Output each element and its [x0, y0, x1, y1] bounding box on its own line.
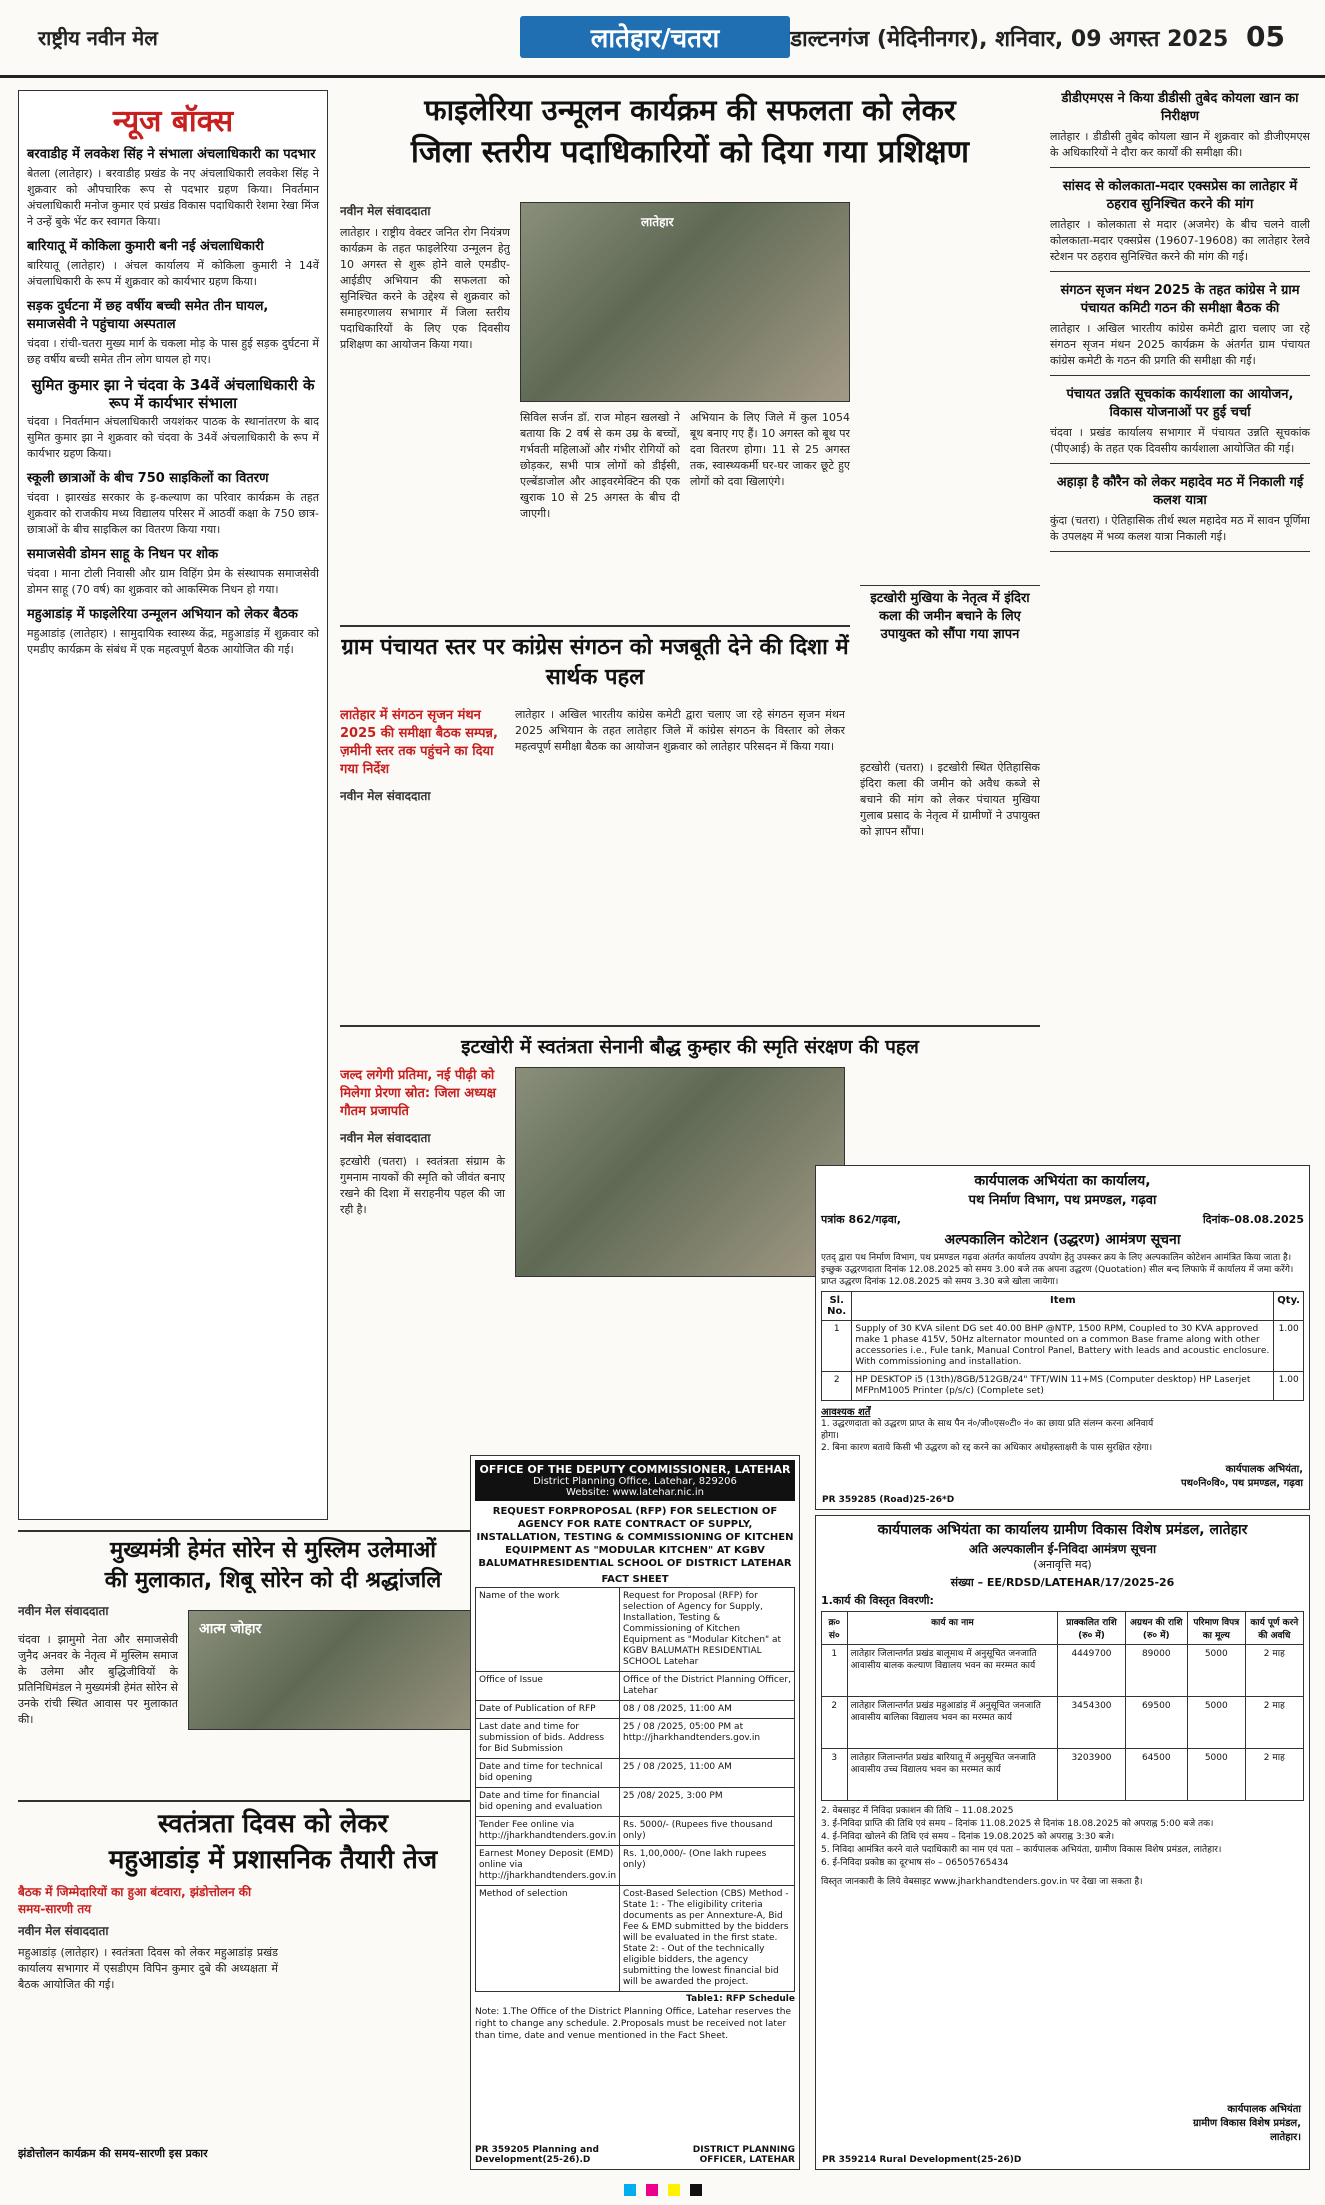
tender-dc-note: Note: 1.The Office of the District Planning Office, Latehar reserves the right to change any schedule. 2.Proposals must be received not later than time, date and venue mentioned in the Fact Sheet.	[475, 2007, 792, 2041]
tender-garhwa-table	[821, 1291, 1304, 1401]
fact-label: Name of the work	[476, 1588, 620, 1672]
tender-dc-sub-office: District Planning Office, Latehar, 829206	[533, 1476, 737, 1487]
tender-rdsd-notes	[821, 1805, 1304, 1870]
itkhori-highlight-1: जल्द लगेगी प्रतिमा, नई पीढ़ी को मिलेगा प्रेरणा स्रोत: जिला अध्यक्ष गौतम प्रजापति	[340, 1068, 496, 1119]
right-item-heading: सांसद से कोलकाता-मदार एक्सप्रेस का लातेहार में ठहराव सुनिश्चित करने की मांग	[1062, 179, 1298, 212]
right-item-body: चंदवा । प्रखंड कार्यालय सभागार में पंचायत उन्नति सूचकांक (पीएआई) के तहत एक दिवसीय कार्यशाला आयोजित की गई।	[1050, 426, 1310, 455]
table-header-cell: प्राक्कलित राशि (रु० में)	[1058, 1612, 1125, 1645]
tender-dc-signature: DISTRICT PLANNING OFFICER, LATEHAR	[692, 2145, 795, 2165]
table-cell: 2	[822, 1372, 852, 1401]
congress-highlight-2: ज़मीनी स्तर तक पहुंचने का दिया गया निर्देश	[340, 744, 494, 777]
tender-rdsd	[815, 1515, 1310, 2170]
news-item-body: चंदवा । झारखंड सरकार के इ-कल्याण का परिवार कार्यक्रम के तहत शुक्रवार को राजकीय मध्य विद्यालय परिसर में आठवीं कक्षा के 750 छात्र-छात्राओं के बीच साइकिल का वितरण किया गया।	[27, 491, 319, 536]
tender-dc-fact-sheet: FACT SHEET	[601, 1574, 669, 1585]
news-item-heading: सुमित कुमार झा ने चंदवा के 34वें अंचलाधिकारी के रूप में कार्यभार संभाला	[31, 376, 315, 412]
news-box	[18, 90, 328, 1520]
itkhori-mukhiya-body: इटखोरी (चतरा) । इटखोरी स्थित ऐतिहासिक इंदिरा कला की जमीन को अवैध कब्जे से बचाने की मांग को लेकर पंचायत मुखिया गुलाब प्रसाद के नेतृत्व में ग्रामीणों ने उपायुक्त को ज्ञापन सौंपा।	[860, 761, 1040, 838]
news-item	[27, 146, 319, 230]
table-row	[822, 1321, 1304, 1372]
independence-body: महुआडांड़ (लातेहार) । स्वतंत्रता दिवस को लेकर महुआडांड़ प्रखंड कार्यालय सभागार में एसडीएम विपिन कुमार दुबे की अध्यक्षता में बैठक आयोजित की गई।	[18, 1946, 278, 1991]
tender-note: 1. उद्धरणदाता को उद्धरण प्राप्त के साथ पैन नं०/जी०एस०टी० नं० का छाया प्रति संलग्न करना अनिवार्य होगा।	[821, 1419, 1154, 1441]
tender-garhwa-ref: पत्रांक 862/गढ़वा,	[821, 1213, 901, 1226]
table-row	[476, 1759, 795, 1788]
cm-photo-label: आत्म जोहार	[199, 1621, 262, 1637]
right-column	[1050, 90, 1310, 1160]
news-item-heading: सड़क दुर्घटना में छह वर्षीय बच्ची समेत तीन घायल, समाजसेवी ने पहुंचाया अस्पताल	[27, 299, 269, 332]
congress-highlights-block	[340, 707, 505, 804]
table-cell: 1.00	[1274, 1321, 1304, 1372]
congress-body: लातेहार । अखिल भारतीय कांग्रेस कमेटी द्वारा चलाए जा रहे संगठन सृजन मंथन 2025 अभियान के तहत लातेहार जिले में कांग्रेस संगठन के विस्तार को लेकर महत्वपूर्ण समीक्षा बैठक का आयोजन शुक्रवार को लातेहार परिसदन में किया गया।	[515, 708, 845, 753]
tender-dc-office: OFFICE OF THE DEPUTY COMMISSIONER, LATEHAR	[479, 1463, 791, 1476]
right-item-heading: अहाड़ा है कौरैन को लेकर महादेव मठ में निकाली गई कलश यात्रा	[1056, 475, 1304, 508]
tender-rdsd-signature	[1193, 2101, 1301, 2143]
tender-rdsd-ref: संख्या – EE/RDSD/LATEHAR/17/2025-26	[950, 1576, 1175, 1589]
tender-dc-title: REQUEST FORPROPOSAL (RFP) FOR SELECTION OF AGENCY FOR RATE CONTRACT OF SUPPLY, INSTALLATION, TESTING & COMMISSIONING OF KITCHEN EQUIPMENT AS "MODULAR KITCHEN" AT KGBV BALUMATHRESIDENTIAL SCHOOL OF DISTRICT LATEHAR	[476, 1506, 794, 1569]
itkhori-highlights-block	[340, 1067, 505, 1218]
fact-label: Method of selection	[476, 1886, 620, 1992]
tender-dc-table-footer: Table1: RFP Schedule	[686, 1994, 795, 2004]
cyan-swatch	[624, 2184, 636, 2196]
table-cell: 2	[822, 1697, 848, 1749]
tender-note: 4. ई-निविदा खोलने की तिथि एवं समय – दिनांक 19.08.2025 को अपराह्न 3:30 बजे।	[821, 1832, 1115, 1842]
news-item-body: बेतला (लातेहार) । बरवाडीह प्रखंड के नए अंचलाधिकारी लवकेश सिंह ने शुक्रवार को औपचारिक रूप से पदभार ग्रहण किया। निवर्तमान अंचलाधिकारी मनोज कुमार एवं प्रखंड विकास पदाधिकारी रेशमा रेखा मिंज ने उन्हें बुके भेंट कर स्वागत किया।	[27, 167, 319, 228]
fact-value: 25 / 08 /2025, 05:00 PM at http://jharkhandtenders.gov.in	[620, 1719, 795, 1759]
page-number: 05	[1246, 20, 1285, 53]
table-row	[822, 1372, 1304, 1401]
tender-garhwa-pr: PR 359285 (Road)25-26*D	[822, 1495, 955, 1505]
right-column-item	[1050, 386, 1310, 464]
table-row	[822, 1749, 1304, 1801]
table-cell: 64500	[1125, 1749, 1187, 1801]
table-header-cell: Item	[852, 1292, 1274, 1321]
table-header-cell: Qty.	[1274, 1292, 1304, 1321]
table-header-cell: Sl. No.	[822, 1292, 852, 1321]
itkhori-body: इटखोरी (चतरा) । स्वतंत्रता संग्राम के गुमनाम नायकों की स्मृति को जीवंत बनाए रखने की दिशा में सराहनीय पहल की जा रही है।	[340, 1155, 505, 1216]
news-item-body: चंदवा । माना टोली निवासी और ग्राम विहिंग प्रेम के संस्थापक समाजसेवी डोमन साहू (70 वर्ष) का शुक्रवार को आकस्मिक निधन हो गया।	[27, 567, 319, 596]
lead-body-3: अभियान के लिए जिले में कुल 1054 बूथ बनाए गए हैं। 10 अगस्त को बूथ पर दवा वितरण होगा। 11 से 25 अगस्त तक, स्वास्थ्यकर्मी घर-घर जाकर छूटे हुए लोगों को दवा खिलाएंगे।	[690, 411, 850, 488]
news-item-heading: बारियातू में कोकिला कुमारी बनी नई अंचलाधिकारी	[27, 239, 264, 254]
table-cell: 2 माह	[1245, 1697, 1303, 1749]
fact-label: Date and time for technical bid opening	[476, 1759, 620, 1788]
table-row	[476, 1719, 795, 1759]
tender-garhwa-date: दिनांक–08.08.2025	[1202, 1213, 1304, 1226]
cm-headline-1: मुख्यमंत्री हेमंत सोरेन से मुस्लिम उलेमाओं	[110, 1538, 436, 1563]
tender-rdsd-subtitle: अति अल्पकालीन ई-निविदा आमंत्रण सूचना	[968, 1542, 1157, 1556]
tender-rdsd-office: कार्यपालक अभियंता का कार्यालय ग्रामीण विकास विशेष प्रमंडल, लातेहार	[877, 1522, 1248, 1538]
news-box-title: न्यूज बॉक्स	[112, 104, 234, 139]
news-item	[27, 470, 319, 538]
black-swatch	[690, 2184, 702, 2196]
dateline	[790, 20, 1285, 53]
tender-dc-pr: PR 359205 Planning and Development(25-26).D	[475, 2145, 599, 2165]
tender-rdsd-signature-1: कार्यपालक अभियंता	[1227, 2104, 1301, 2115]
table-row	[476, 1886, 795, 1992]
table-row	[476, 1701, 795, 1719]
tender-garhwa-office-2: पथ निर्माण विभाग, पथ प्रमण्डल, गढ़वा	[968, 1193, 1157, 1208]
page-header	[0, 0, 1325, 78]
table-header-cell: अग्रधन की राशि (रु० में)	[1125, 1612, 1187, 1645]
table-row	[476, 1846, 795, 1886]
congress-headline: ग्राम पंचायत स्तर पर कांग्रेस संगठन को मजबूती देने की दिशा में सार्थक पहल	[341, 635, 849, 690]
fact-value: Request for Proposal (RFP) for selection of Agency for Supply, Installation, Testing & Commissioning of Kitchen Equipment as "Modular Kitchen" at KGBV BALUMATH RESIDENTIAL SCHOOL Latehar	[620, 1588, 795, 1672]
news-item	[27, 606, 319, 658]
news-item-body: चंदवा । रांची-चतरा मुख्य मार्ग के चकला मोड़ के पास हुई सड़क दुर्घटना में छह वर्षीय बच्ची समेत तीन लोग घायल हो गए।	[27, 337, 319, 366]
tender-garhwa-notes-title: आवश्यक शर्तें	[821, 1407, 871, 1418]
fact-value: Cost-Based Selection (CBS) Method - State 1: - The eligibility criteria documents as per Annexture-A, Bid Fee & EMD submitted by the bidders will be evaluated in the first state. State 2: - Out of the technically eligible bidders, the agency submitting the lowest financial bid will be awarded the project.	[620, 1886, 795, 1992]
lead-story	[340, 90, 1040, 620]
independence-headline-1: स्वतंत्रता दिवस को लेकर	[158, 1809, 388, 1839]
congress-byline: नवीन मेल संवाददाता	[340, 789, 431, 803]
table-cell: लातेहार जिलान्तर्गत प्रखंड महुआडांड़ में अनुसूचित जनजाति आवासीय बालिका विद्यालय भवन का मरम्मत कार्य	[847, 1697, 1058, 1749]
tender-garhwa-intro: एतद् द्वारा पथ निर्माण विभाग, पथ प्रमण्डल गढ़वा अंतर्गत कार्यालय उपयोग हेतु उपस्कर क्रय के लिए अल्पकालिन कोटेशन आमंत्रित किया जाता है। इच्छुक उद्धरणदाता दिनांक 12.08.2025 को समय 3.00 बजे तक अपना उद्धरण (Quotation) सील बन्द लिफाफे में कार्यालय में जमा करेंगे। प्राप्त उद्धरण दिनांक 12.08.2025 को समय 3.30 बजे खोला जायेगा।	[821, 1253, 1294, 1287]
table-row	[476, 1817, 795, 1846]
fact-value: Rs. 1,00,000/- (One lakh rupees only)	[620, 1846, 795, 1886]
table-row	[822, 1645, 1304, 1697]
right-column-item	[1050, 178, 1310, 272]
table-cell: 2 माह	[1245, 1749, 1303, 1801]
tender-rdsd-signature-3: लातेहार।	[1270, 2132, 1301, 2143]
right-column-item	[1050, 474, 1310, 552]
congress-highlight-1: लातेहार में संगठन सृजन मंथन 2025 की समीक्षा बैठक सम्पन्न,	[340, 708, 498, 741]
news-item-body: बारियातू (लातेहार) । अंचल कार्यालय में कोकिला कुमारी ने 14वें अंचलाधिकारी के रूप में शुक्रवार को कार्यभार ग्रहण किया।	[27, 259, 319, 288]
news-item	[27, 298, 319, 368]
right-item-heading: डीडीएमएस ने किया डीडीसी तुबेद कोयला खान का निरीक्षण	[1061, 91, 1299, 124]
cm-story	[18, 1530, 528, 1795]
independence-footer: झंडोत्तोलन कार्यक्रम की समय-सारणी इस प्रकार	[18, 2147, 208, 2160]
tender-dc-header	[475, 1460, 795, 1501]
right-item-body: लातेहार । डीडीसी तुबेद कोयला खान में शुक्रवार को डीजीएमएस के अधिकारियों ने दौरा कर कार्यों की समीक्षा की।	[1050, 130, 1310, 159]
table-cell: Supply of 30 KVA silent DG set 40.00 BHP @NTP, 1500 RPM, Coupled to 30 KVA approved make 1 phase 415V, 50Hz alternator mounted on a common Base frame along with other accessories i.e., Fule tank, Manual Control Panel, Battery with leads and acoustic enclosure. With commissioning and installation.	[852, 1321, 1274, 1372]
table-cell: 5000	[1187, 1749, 1245, 1801]
fact-label: Earnest Money Deposit (EMD) online via http://jharkhandtenders.gov.in	[476, 1846, 620, 1886]
tender-garhwa-signature-2: पथ०नि०वि०, पथ प्रमण्डल, गढ़वा	[1180, 1478, 1303, 1489]
magenta-swatch	[646, 2184, 658, 2196]
yellow-swatch	[668, 2184, 680, 2196]
cm-byline: नवीन मेल संवाददाता	[18, 1604, 109, 1618]
fact-label: Last date and time for submission of bids. Address for Bid Submission	[476, 1719, 620, 1759]
fact-value: 25 /08/ 2025, 3:00 PM	[620, 1788, 795, 1817]
tender-note: 5. निविदा आमंत्रित करने वाले पदाधिकारी का नाम एवं पता – कार्यपालक अभियंता, ग्रामीण विकास विशेष प्रमंडल, लातेहार।	[821, 1845, 1222, 1855]
table-cell: 4449700	[1058, 1645, 1125, 1697]
news-item-heading: समाजसेवी डोमन साहू के निधन पर शोक	[27, 547, 219, 562]
table-header-cell: परिमाण विपत्र का मूल्य	[1187, 1612, 1245, 1645]
table-cell: 1	[822, 1321, 852, 1372]
fact-label: Date and time for financial bid opening and evaluation	[476, 1788, 620, 1817]
table-cell: 2 माह	[1245, 1645, 1303, 1697]
news-item-body: महुआडांड़ (लातेहार) । सामुदायिक स्वास्थ्य केंद्र, महुआडांड़ में शुक्रवार को एमडीए कार्यक्रम के संबंध में एक महत्वपूर्ण बैठक आयोजित की गई।	[27, 627, 319, 656]
itkhori-mukhiya-story	[860, 585, 1040, 755]
lead-photo-caption: लातेहार	[641, 215, 674, 229]
cm-headline-2: की मुलाकात, शिबू सोरेन को दी श्रद्धांजलि	[104, 1568, 442, 1593]
tender-note: 6. ई-निविदा प्रकोष्ठ का दूरभाष सं० – 06505765434	[821, 1858, 1009, 1868]
tender-garhwa-signature-1: कार्यपालक अभियंता,	[1225, 1464, 1303, 1475]
section-title: लातेहार/चतरा	[520, 16, 790, 58]
tender-rdsd-pr: PR 359214 Rural Development(25-26)D	[822, 2155, 1022, 2165]
independence-story	[18, 1800, 528, 2165]
right-item-heading: पंचायत उन्नति सूचकांक कार्यशाला का आयोजन, विकास योजनाओं पर हुई चर्चा	[1066, 387, 1294, 420]
table-cell: 3454300	[1058, 1697, 1125, 1749]
news-item-heading: महुआडांड़ में फाइलेरिया उन्मूलन अभियान को लेकर बैठक	[27, 607, 298, 622]
tender-rdsd-subtitle-2: (अनावृत्ति मद)	[1033, 1558, 1092, 1571]
congress-story	[340, 625, 850, 1020]
table-cell: 69500	[1125, 1697, 1187, 1749]
tender-dc-latehar	[470, 1455, 800, 2170]
right-item-body: लातेहार । कोलकाता से मदार (अजमेर) के बीच चलने वाली कोलकाता-मदार एक्सप्रेस (19607-19608) का लातेहार रेलवे स्टेशन पर ठहराव सुनिश्चित करने की मांग की गई।	[1050, 218, 1310, 263]
table-cell: 5000	[1187, 1697, 1245, 1749]
right-column-item	[1050, 282, 1310, 376]
fact-label: Tender Fee online via http://jharkhandtenders.gov.in	[476, 1817, 620, 1846]
cm-body: चंदवा । झामुमो नेता और समाजसेवी जुनैद अनवर के नेतृत्व में मुस्लिम समाज के उलेमा और बुद्धिजीवियों के प्रतिनिधिमंडल ने मुख्यमंत्री हेमंत सोरेन से उनके रांची स्थित आवास पर मुलाकात की।	[18, 1633, 178, 1726]
news-box-items	[27, 146, 319, 658]
itkhori-mukhiya-headline: इटखोरी मुखिया के नेतृत्व में इंदिरा कला की जमीन बचाने के लिए उपायुक्त को सौंपा गया ज्ञापन	[870, 591, 1030, 642]
tender-note: 2. बिना कारण बताये किसी भी उद्धरण को रद्द करने का अधिकार अधोहस्ताक्षरी के पास सुरक्षित रहेगा।	[821, 1443, 1153, 1453]
table-header-cell: कार्य का नाम	[847, 1612, 1058, 1645]
table-cell: 3203900	[1058, 1749, 1125, 1801]
table-row	[476, 1788, 795, 1817]
lead-body-4	[860, 202, 1035, 502]
tender-rdsd-table	[821, 1611, 1304, 1801]
fact-value: 08 / 08 /2025, 11:00 AM	[620, 1701, 795, 1719]
news-item-body: चंदवा । निवर्तमान अंचलाधिकारी जयशंकर पाठक के स्थानांतरण के बाद सुमित कुमार झा ने शुक्रवार को चंदवा के 34वें अंचलाधिकारी के रूप में कार्यभार ग्रहण किया।	[27, 415, 319, 460]
tender-rdsd-signature-2: ग्रामीण विकास विशेष प्रमंडल,	[1193, 2118, 1301, 2129]
tender-dc-table	[475, 1587, 795, 1992]
news-item	[27, 546, 319, 598]
table-cell: HP DESKTOP i5 (13th)/8GB/512GB/24" TFT/WIN 11+MS (Computer desktop) HP Laserjet MFPnM1005 Printer (p/s/c) (Complete set)	[852, 1372, 1274, 1401]
lead-headline-2: जिला स्तरीय पदाधिकारियों को दिया गया प्रशिक्षण	[410, 134, 970, 170]
table-row	[476, 1588, 795, 1672]
tender-garhwa	[815, 1165, 1310, 1510]
masthead-logo: राष्ट्रीय नवीन मेल	[38, 26, 158, 50]
tender-rdsd-website: विस्तृत जानकारी के लिये वेबसाइट www.jharkhandtenders.gov.in पर देखा जा सकता है।	[821, 1877, 1143, 1887]
lead-photo	[520, 202, 850, 402]
right-item-body: कुंदा (चतरा) । ऐतिहासिक तीर्थ स्थल महादेव मठ में सावन पूर्णिमा के उपलक्ष्य में भव्य कलश यात्रा निकाली गई।	[1050, 514, 1310, 543]
itkhori-photo	[515, 1067, 845, 1277]
tender-dc-footer	[475, 2145, 795, 2165]
table-cell: 5000	[1187, 1645, 1245, 1697]
tender-note: 3. ई-निविदा प्राप्ति की तिथि एवं समय – दिनांक 11.08.2025 से दिनांक 18.08.2025 को अपराह्न 5:00 बजे तक।	[821, 1819, 1214, 1829]
fact-label: Date of Publication of RFP	[476, 1701, 620, 1719]
fact-value: 25 / 08 /2025, 11:00 AM	[620, 1759, 795, 1788]
tender-garhwa-signature	[1181, 1461, 1303, 1489]
table-cell: लातेहार जिलान्तर्गत प्रखंड बारियातू में अनुसूचित जनजाति आवासीय उच्च विद्यालय भवन का मरम्मत कार्य	[847, 1749, 1058, 1801]
tender-note: 2. वेबसाइट में निविदा प्रकाशन की तिथि – 11.08.2025	[821, 1806, 1014, 1816]
lead-byline: नवीन मेल संवाददाता	[340, 204, 431, 218]
independence-headline-2: महुआडांड़ में प्रशासनिक तैयारी तेज	[108, 1845, 438, 1875]
news-item-heading: स्कूली छात्राओं के बीच 750 साइकिलों का वितरण	[27, 471, 269, 486]
table-header-cell: क्र० सं०	[822, 1612, 848, 1645]
table-cell: 1	[822, 1645, 848, 1697]
table-cell: लातेहार जिलान्तर्गत प्रखंड बालूमाथ में अनुसूचित जनजाति आवासीय बालक कल्याण विद्यालय भवन का मरम्मत कार्य	[847, 1645, 1058, 1697]
table-cell: 1.00	[1274, 1372, 1304, 1401]
news-item	[27, 376, 319, 462]
fact-label: Office of Issue	[476, 1672, 620, 1701]
fact-value: Rs. 5000/- (Rupees five thousand only)	[620, 1817, 795, 1846]
tender-garhwa-ref-row	[821, 1212, 1304, 1227]
fact-value: Office of the District Planning Officer, Latehar	[620, 1672, 795, 1701]
table-header-cell: कार्य पूर्ण करने की अवधि	[1245, 1612, 1303, 1645]
lead-body: लातेहार । राष्ट्रीय वेक्टर जनित रोग नियंत्रण कार्यक्रम के तहत फाइलेरिया उन्मूलन हेतु 10 अगस्त से शुरू होने वाले एमडीए-आईडीए अभियान की सफलता को सुनिश्चित करने के उद्देश्य से शुक्रवार को समाहरणालय सभागार में जिला स्तरीय पदाधिकारियों के लिए एक दिवसीय प्रशिक्षण का आयोजन किया गया।	[340, 226, 510, 351]
tender-garhwa-office-1: कार्यपालक अभियंता का कार्यालय,	[974, 1173, 1151, 1189]
date-text: डाल्टनगंज (मेदिनीनगर), शनिवार, 09 अगस्त 2025	[790, 27, 1229, 52]
independence-highlight-1: बैठक में जिम्मेदारियों का हुआ बंटवारा, झंडोत्तोलन की समय-सारणी तय	[18, 1885, 252, 1916]
tender-garhwa-title: अल्पकालिन कोटेशन (उद्धरण) आमंत्रण सूचना	[944, 1232, 1181, 1248]
right-item-body: लातेहार । अखिल भारतीय कांग्रेस कमेटी द्वारा चलाए जा रहे संगठन सृजन मंथन 2025 कार्यक्रम के अंतर्गत ग्राम पंचायत कांग्रेस कमेटी के गठन की प्रगति की समीक्षा की गई।	[1050, 322, 1310, 367]
tender-garhwa-notes	[821, 1418, 1304, 1454]
right-column-items	[1050, 90, 1310, 552]
table-row	[822, 1697, 1304, 1749]
right-column-item	[1050, 90, 1310, 168]
lead-body-2: सिविल सर्जन डॉ. राज मोहन खलखो ने बताया कि 2 वर्ष से कम उम्र के बच्चों, गर्भवती महिलाओं और गंभीर रोगियों को छोड़कर, सभी पात्र लोगों को डीईसी, एल्बेंडाजोल और आइवरमेक्टिन की एक खुराक 10 से 25 अगस्त के बीच दी जाएगी।	[520, 411, 680, 520]
tender-dc-website: Website: www.latehar.nic.in	[566, 1487, 704, 1498]
independence-byline: नवीन मेल संवाददाता	[18, 1924, 109, 1938]
itkhori-byline: नवीन मेल संवाददाता	[340, 1131, 431, 1145]
table-cell: 89000	[1125, 1645, 1187, 1697]
itkhori-headline: इटखोरी में स्वतंत्रता सेनानी बौद्ध कुम्हार की स्मृति संरक्षण की पहल	[461, 1036, 919, 1058]
table-row	[476, 1672, 795, 1701]
tender-rdsd-work-title: 1.कार्य की विस्तृत विवरणी:	[821, 1594, 934, 1607]
lead-headline-1: फाइलेरिया उन्मूलन कार्यक्रम की सफलता को लेकर	[424, 93, 956, 127]
color-registration-bar	[0, 2175, 1325, 2205]
table-cell: 3	[822, 1749, 848, 1801]
right-item-heading: संगठन सृजन मंथन 2025 के तहत कांग्रेस ने ग्राम पंचायत कमिटी गठन की समीक्षा बैठक की	[1060, 283, 1300, 316]
news-item-heading: बरवाडीह में लवकेश सिंह ने संभाला अंचलाधिकारी का पदभार	[27, 147, 316, 162]
news-item	[27, 238, 319, 290]
